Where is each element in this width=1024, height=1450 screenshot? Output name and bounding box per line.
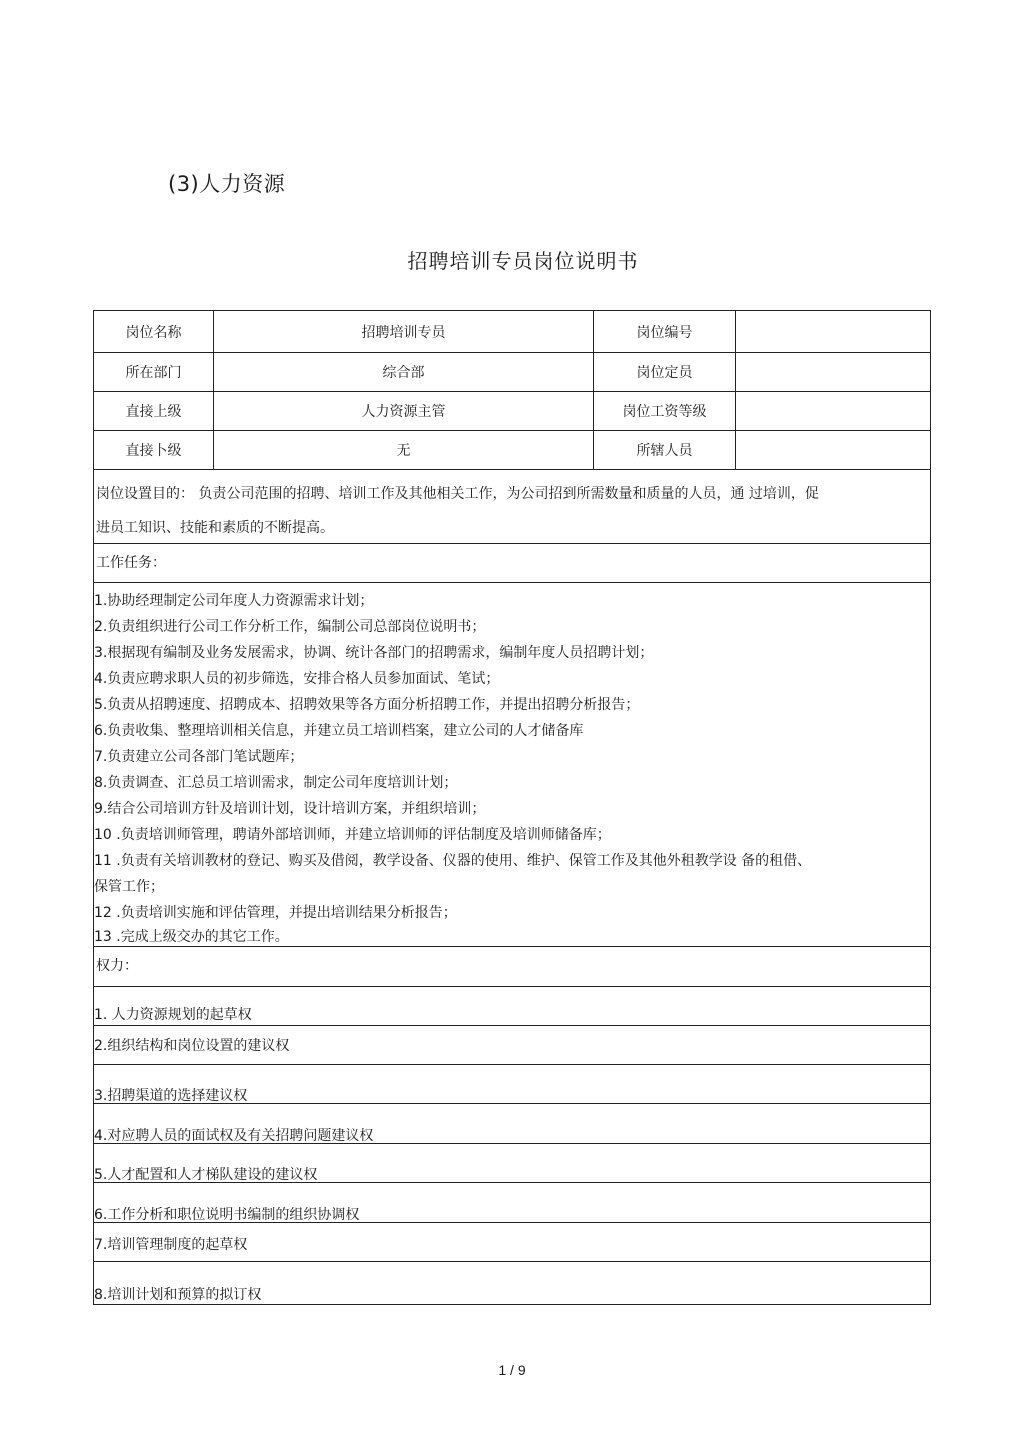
page-number: 1 / 9 (498, 1362, 526, 1378)
job-description-table (93, 310, 931, 1305)
power-item: 4.对应聘人员的面试权及有关招聘问题建议权 (94, 1128, 374, 1144)
tasks-list (94, 582, 930, 946)
value-salary-grade (736, 391, 930, 430)
value-department: 综合部 (382, 364, 425, 381)
task-item: 12 .负责培训实施和评估管理，并提出培训结果分析报告； (94, 905, 457, 921)
label-position-name: 岗位名称 (125, 324, 182, 341)
value-position-name: 招聘培训专员 (361, 324, 446, 341)
label-headcount: 岗位定员 (636, 364, 693, 381)
label-salary-grade: 岗位工资等级 (622, 403, 707, 420)
task-item: 13 .完成上级交办的其它工作。 (94, 929, 289, 945)
purpose-line-2: 进员工知识、技能和素质的不断提高。 (96, 520, 334, 536)
label-position-code: 岗位编号 (636, 324, 693, 341)
grid-line (94, 1064, 930, 1065)
power-item: 7.培训管理制度的起草权 (94, 1237, 248, 1253)
power-item: 1. 人力资源规划的起草权 (94, 1007, 252, 1023)
section-heading: (3)人力资源 (168, 172, 286, 196)
grid-line (94, 1261, 930, 1262)
power-item: 2.组织结构和岗位设置的建议权 (94, 1038, 290, 1054)
grid-line (94, 986, 930, 987)
task-item: 7.负责建立公司各部门笔试题库； (94, 749, 304, 765)
value-headcount (736, 352, 930, 391)
tasks-header: 工作任务： (96, 555, 166, 571)
task-item: 6.负责收集、整理培训相关信息，并建立员工培训档案，建立公司的人才储备库 (94, 723, 584, 739)
value-direct-subordinate: 无 (396, 442, 411, 459)
grid-line (94, 946, 930, 947)
power-item: 5.人才配置和人才梯队建设的建议权 (94, 1167, 318, 1183)
task-item: 3.根据现有编制及业务发展需求，协调、统计各部门的招聘需求，编制年度人员招聘计划； (94, 645, 654, 661)
value-position-code (736, 311, 930, 352)
power-item: 3.招聘渠道的选择建议权 (94, 1088, 248, 1104)
powers-header: 权力： (96, 958, 138, 974)
grid-line (94, 543, 930, 544)
task-item-continuation: 保管工作； (94, 879, 164, 895)
task-item: 2.负责组织进行公司工作分析工作，编制公司总部岗位说明书； (94, 619, 486, 635)
task-item: 5.负责从招聘速度、招聘成本、招聘效果等各方面分析招聘工作，并提出招聘分析报告； (94, 697, 640, 713)
label-direct-subordinate: 直接卜级 (125, 442, 182, 459)
grid-line (94, 1025, 930, 1026)
label-staff-managed: 所辖人员 (636, 442, 693, 459)
label-department: 所在部门 (125, 364, 182, 381)
grid-line (94, 469, 930, 470)
document-title: 招聘培训专员岗位说明书 (407, 249, 639, 273)
task-item: 10 .负责培训师管理，聘请外部培训师，并建立培训师的评估制度及培训师储备库； (94, 827, 611, 843)
label-direct-superior: 直接上级 (125, 403, 182, 420)
power-item: 6.工作分析和职位说明书编制的组织协调权 (94, 1207, 360, 1223)
task-item: 4.负责应聘求职人员的初步筛选，安排合格人员参加面试、笔试； (94, 671, 500, 687)
task-item: 11 .负责有关培训教材的登记、购买及借阅，教学设备、仪器的使用、维护、保管工作及其他外租教学设 备的租借、 (94, 853, 812, 869)
purpose-line-1: 岗位设置目的： 负责公司范围的招聘、培训工作及其他相关工作，为公司招到所需数量和质量的人员，通 过培训，促 (96, 486, 819, 502)
task-item: 8.负责调查、汇总员工培训需求，制定公司年度培训计划； (94, 775, 458, 791)
value-direct-superior: 人力资源主管 (361, 403, 446, 420)
task-item: 9.结合公司培训方针及培训计划，设计培训方案，并组织培训； (94, 801, 486, 817)
power-item: 8.培训计划和预算的拟订权 (94, 1287, 262, 1303)
value-staff-managed (736, 430, 930, 469)
task-item: 1.协助经理制定公司年度人力资源需求计划； (94, 593, 374, 609)
